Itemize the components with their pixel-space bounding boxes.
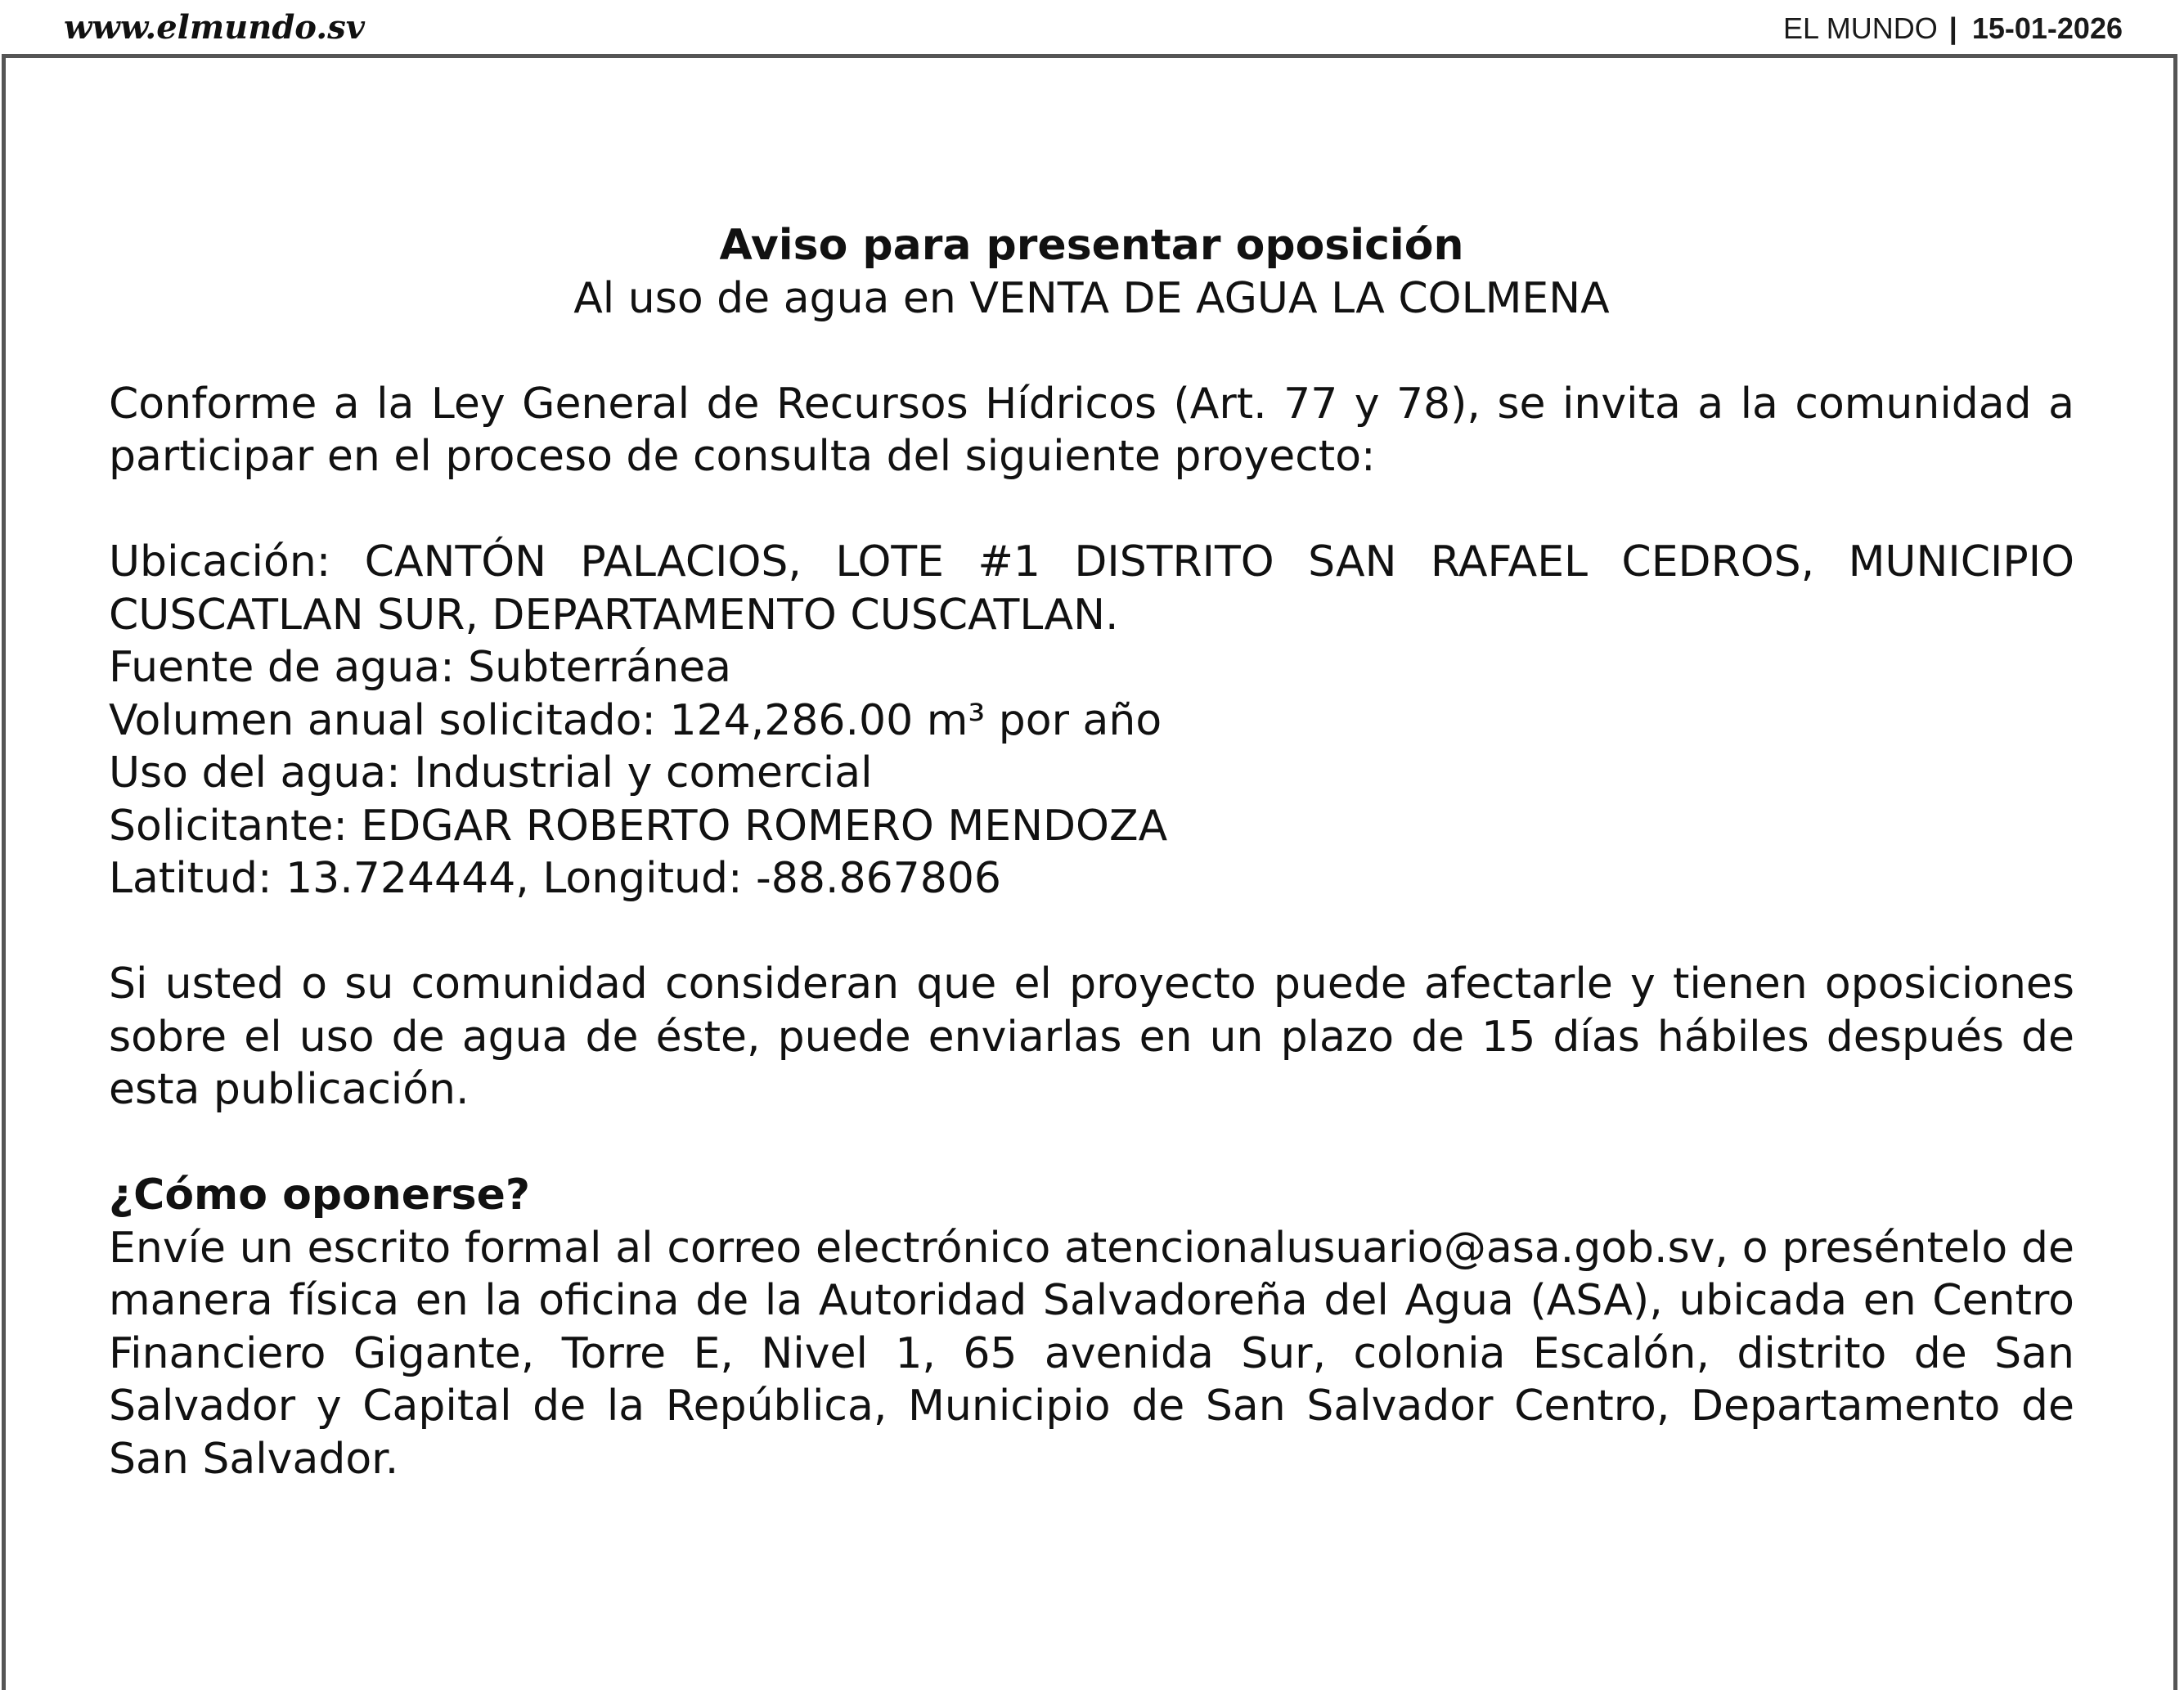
page-header	[0, 0, 2184, 54]
notice-body	[109, 219, 2074, 1485]
how-to-oppose-text: Envíe un escrito formal al correo electrónico atencionalusuario@asa.gob.sv, o preséntelo de manera física en la oficina de la Autoridad Salvadoreña del Agua (ASA), ubicada en Centro Financiero Gigante, Torre E, Nivel 1, 65 avenida Sur, colonia Escalón, distrito de San Salvador y Capital de la República, Municipio de San Salvador Centro, Departamento de San Salvador.	[109, 1223, 2074, 1484]
site-url: www.elmundo.sv	[64, 8, 365, 47]
edition-separator: |	[1948, 11, 1957, 45]
edition-date: 15-01-2026	[1971, 11, 2123, 45]
opposition-paragraph: Si usted o su comunidad consideran que el proyecto puede afectarle y tienen oposiciones sobre el uso de agua de éste, puede enviarlas en un plazo de 15 días hábiles después de esta publicación.	[109, 959, 2074, 1114]
project-water-source: Fuente de agua: Subterránea	[109, 643, 732, 692]
newspaper-name: EL MUNDO	[1783, 11, 1938, 45]
notice-subtitle: Al uso de agua en VENTA DE AGUA LA COLMENA	[573, 273, 1610, 323]
how-to-oppose-heading: ¿Cómo oponerse?	[109, 1171, 531, 1220]
edition-info	[1783, 8, 2123, 49]
project-annual-volume: Volumen anual solicitado: 124,286.00 m³ por año	[109, 695, 1162, 745]
spacer	[109, 905, 2074, 959]
notice-title: Aviso para presentar oposición	[719, 221, 1464, 270]
project-applicant: Solicitante: EDGAR ROBERTO ROMERO MENDOZA	[109, 801, 1168, 851]
spacer	[109, 1117, 2074, 1170]
intro-paragraph: Conforme a la Ley General de Recursos Hídricos (Art. 77 y 78), se invita a la comunidad a participar en el proceso de consulta del siguiente proyecto:	[109, 379, 2074, 481]
project-water-use: Uso del agua: Industrial y comercial	[109, 748, 873, 798]
project-location: Ubicación: CANTÓN PALACIOS, LOTE #1 DISTRITO SAN RAFAEL CEDROS, MUNICIPIO CUSCATLAN SUR, DEPARTAMENTO CUSCATLAN.	[109, 537, 2074, 640]
spacer	[109, 325, 2074, 378]
project-coordinates: Latitud: 13.724444, Longitud: -88.867806	[109, 854, 1001, 903]
spacer	[109, 483, 2074, 537]
